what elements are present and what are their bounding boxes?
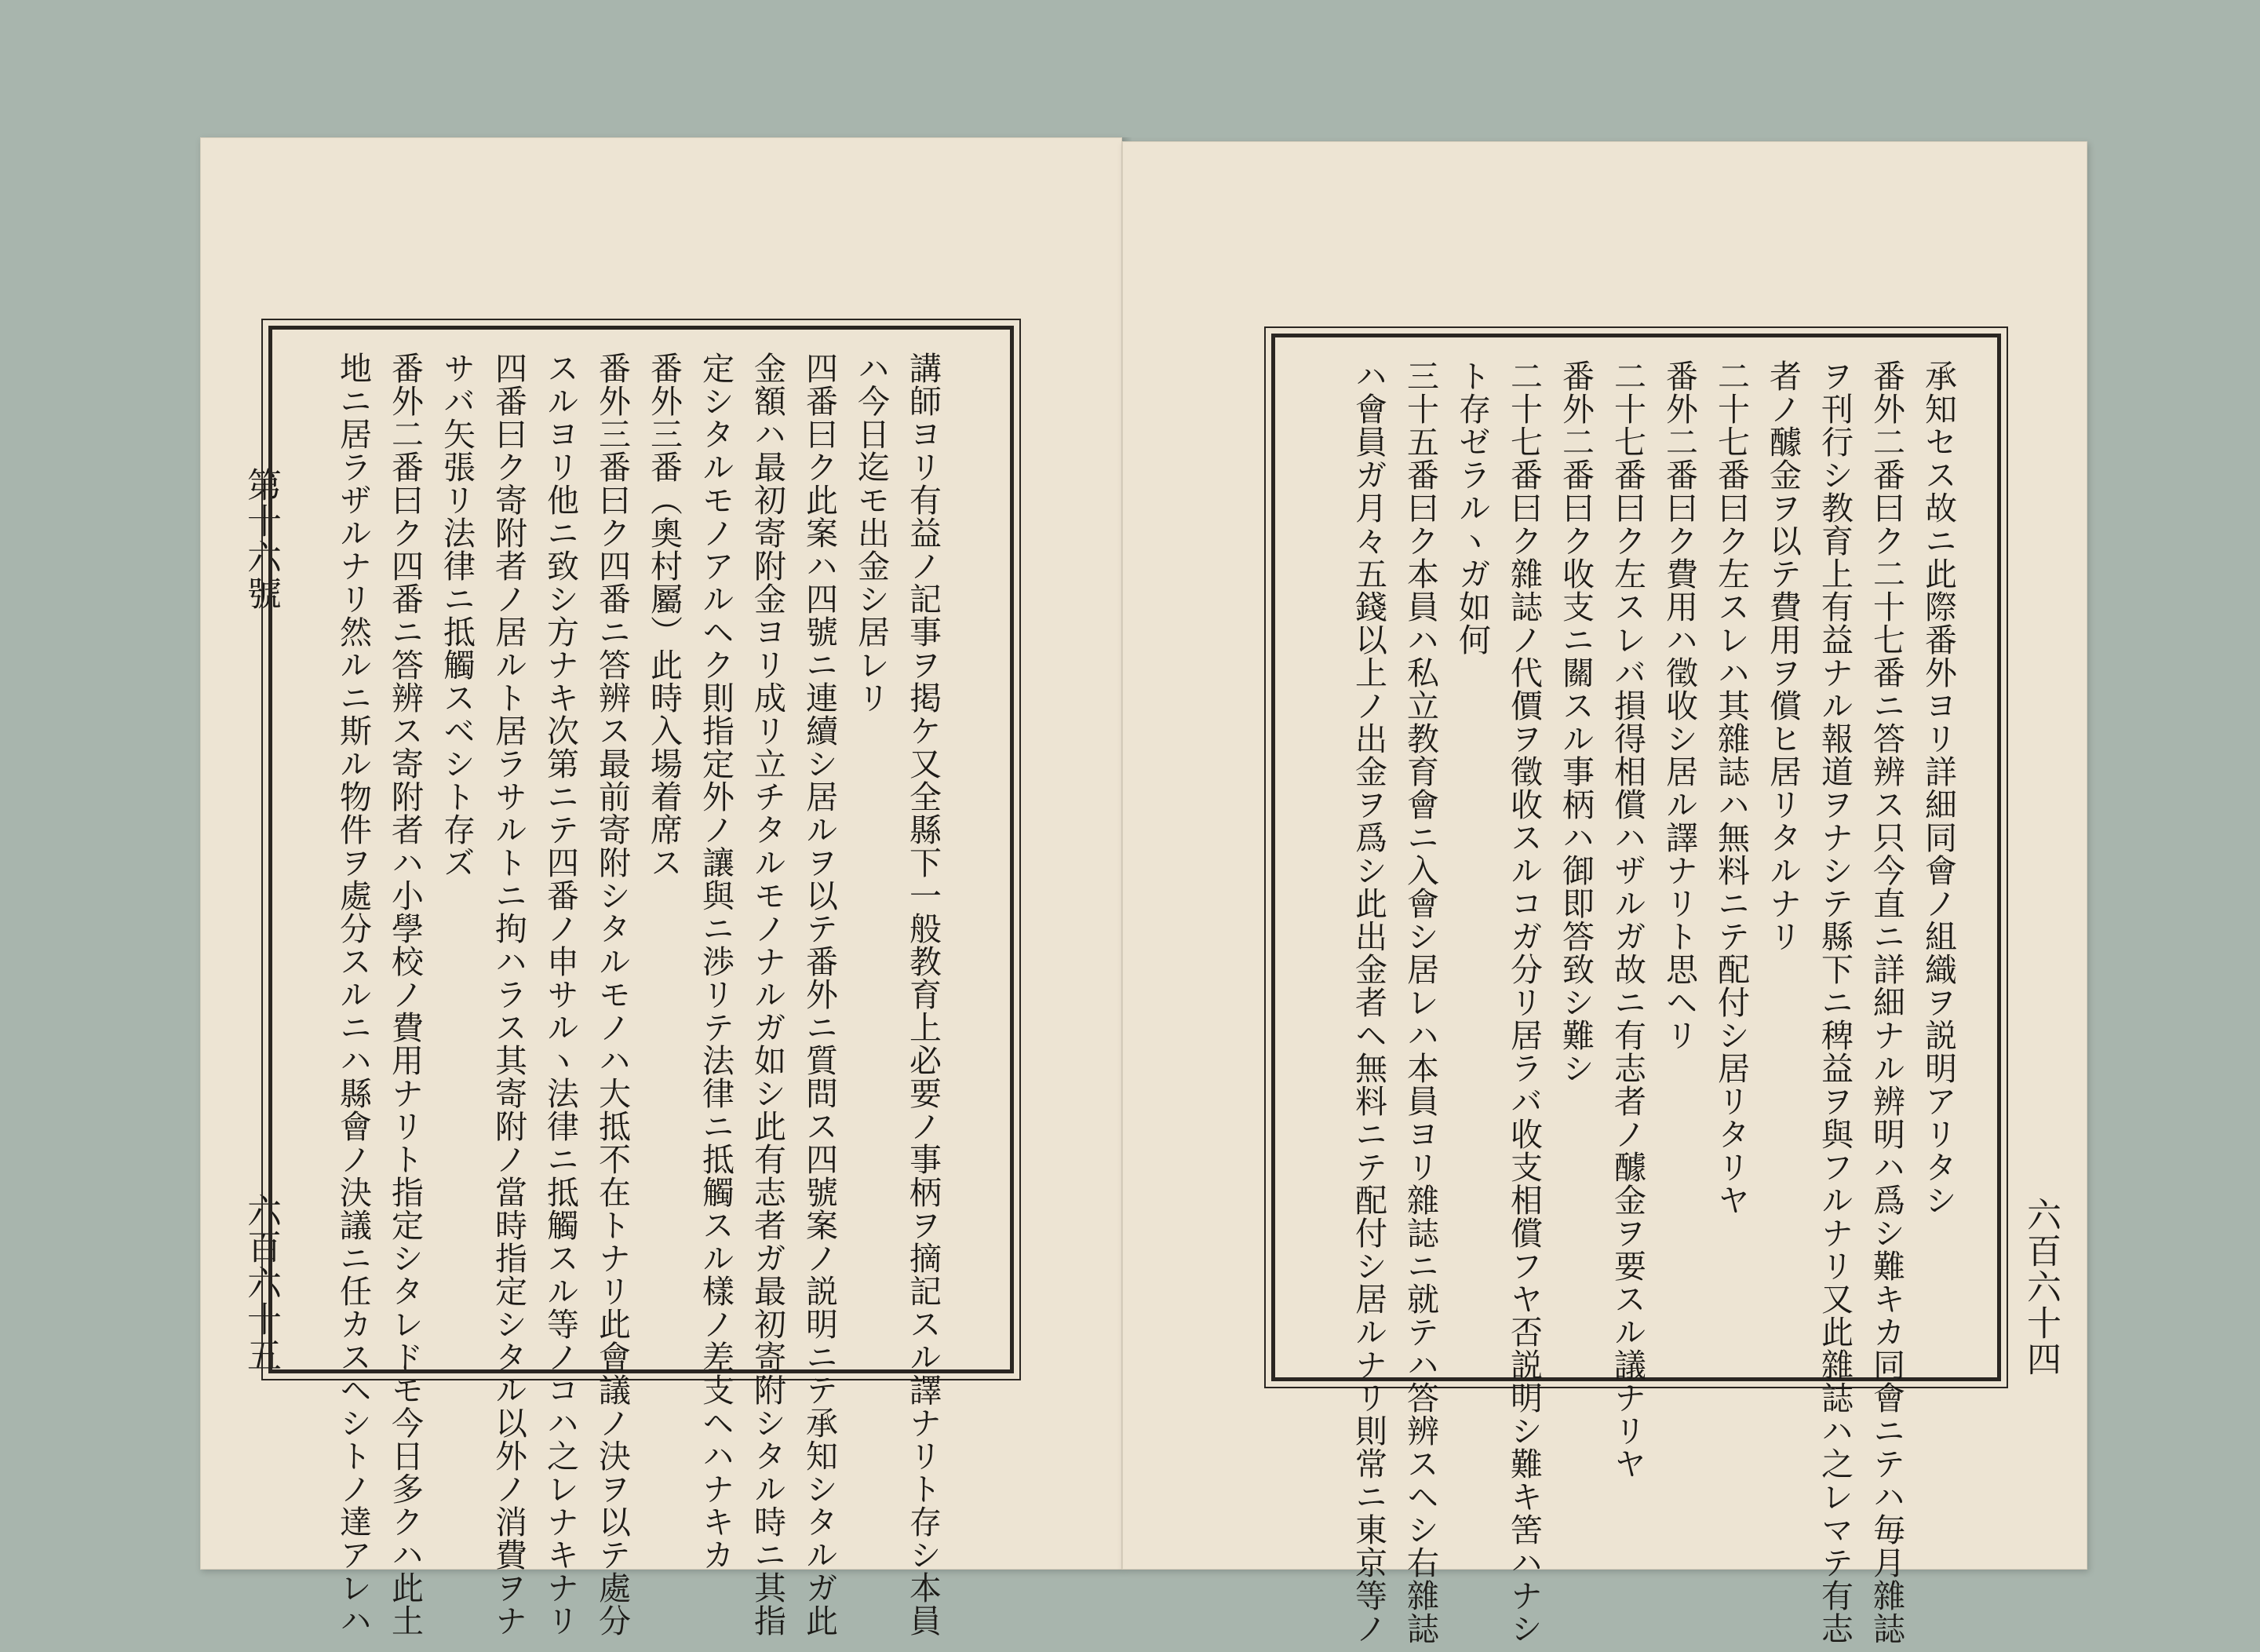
text-column: サバ矢張リ法律ニ抵觸スベシト存ズ (438, 352, 476, 879)
text-column: ト存ゼラルヽガ如何 (1453, 359, 1491, 656)
text-column: 四番曰ク此案ハ四號ニ連續シ居ルヲ以テ番外ニ質問ス四號案ノ説明ニテ承知シタルガ此 (800, 352, 838, 1637)
issue-label: 第十六號 (241, 467, 281, 611)
text-column: 地ニ居ラザルナリ然ルニ斯ル物件ヲ處分スルニハ縣會ノ決議ニ任カスヘシトノ達アレハ (334, 352, 372, 1637)
text-column: スルヨリ他ニ致シ方ナキ次第ニテ四番ノ申サルヽ法律ニ抵觸スル等ノコハ之レナキナリ (541, 352, 579, 1637)
body-text-right (1343, 359, 1964, 1645)
text-column: 番外二番曰ク收支ニ關スル事柄ハ御即答致シ難シ (1557, 359, 1595, 1085)
text-column: 番外三番曰ク四番ニ答辨ス最前寄附シタルモノハ大抵不在トナリ此會議ノ決ヲ以テ處分 (593, 352, 631, 1637)
text-column: 四番曰ク寄附者ノ居ルト居ラサルトニ拘ハラス其寄附ノ當時指定シタル以外ノ消費ヲナ (490, 352, 527, 1637)
text-column: 二十七番曰ク左スレバ損得相償ハザルガ故ニ有志者ノ醵金ヲ要スル議ナリヤ (1609, 359, 1646, 1480)
text-column: 番外二番曰ク二十七番ニ答辨ス只今直ニ詳細ナル辨明ハ爲シ難キカ同會ニテハ毎月雜誌 (1868, 359, 1905, 1645)
text-column: 承知セス故ニ此際番外ヨリ詳細同會ノ組織ヲ説明アリタシ (1919, 359, 1957, 1216)
text-column: 二十七番曰ク左スレハ其雜誌ハ無料ニテ配付シ居リタリヤ (1712, 359, 1750, 1216)
page-number-right: 六百六十四 (2021, 1197, 2061, 1377)
text-column: 金額ハ最初寄附金ヨリ成リ立チタルモノナルガ如シ此有志者ガ最初寄附シタル時ニ其指 (749, 352, 786, 1637)
text-column: 二十七番曰ク雜誌ノ代價ヲ徵收スルコガ分リ居ラバ收支相償フヤ否説明シ難キ筈ハナシ (1505, 359, 1543, 1645)
text-frame-left (268, 326, 1014, 1637)
text-column: 講師ヨリ有益ノ記事ヲ掲ケ又全縣下一般教育上必要ノ事柄ヲ摘記スル譯ナリト存シ本員 (904, 352, 942, 1637)
text-column: ハ會員ガ月々五錢以上ノ出金ヲ爲シ此出金者ヘ無料ニテ配付シ居ルナリ則常ニ東京等ノ (1350, 359, 1387, 1645)
page-number-left: 六百六十五 (241, 1193, 281, 1373)
text-column: ヲ刊行シ教育上有益ナル報道ヲナシテ縣下ニ稗益ヲ與フルナリ又此雜誌ハ之レマテ有志 (1816, 359, 1854, 1645)
text-column: 番外三番（奧村屬）此時入場着席ス (645, 352, 683, 879)
text-column: 定シタルモノアルヘク則指定外ノ讓與ニ渉リテ法律ニ抵觸スル樣ノ差支ヘハナキカ (697, 352, 734, 1571)
text-column: 番外二番曰ク四番ニ答辨ス寄附者ハ小學校ノ費用ナリト指定シタレドモ今日多クハ此土 (386, 352, 424, 1637)
text-column: 番外二番曰ク費用ハ徵收シ居ル譯ナリト思ヘリ (1660, 359, 1698, 1052)
text-column: 三十五番曰ク本員ハ私立教育會ニ入會シ居レハ本員ヨリ雜誌ニ就テハ答辨スヘシ右雜誌 (1402, 359, 1439, 1645)
body-text-left (327, 352, 949, 1637)
text-frame-right (1271, 334, 2001, 1645)
text-column: ハ今日迄モ出金シ居レリ (852, 352, 890, 714)
right-page (1122, 141, 2087, 1645)
text-column: 者ノ醵金ヲ以テ費用ヲ償ヒ居リタルナリ (1764, 359, 1802, 953)
left-page (200, 137, 1122, 1637)
